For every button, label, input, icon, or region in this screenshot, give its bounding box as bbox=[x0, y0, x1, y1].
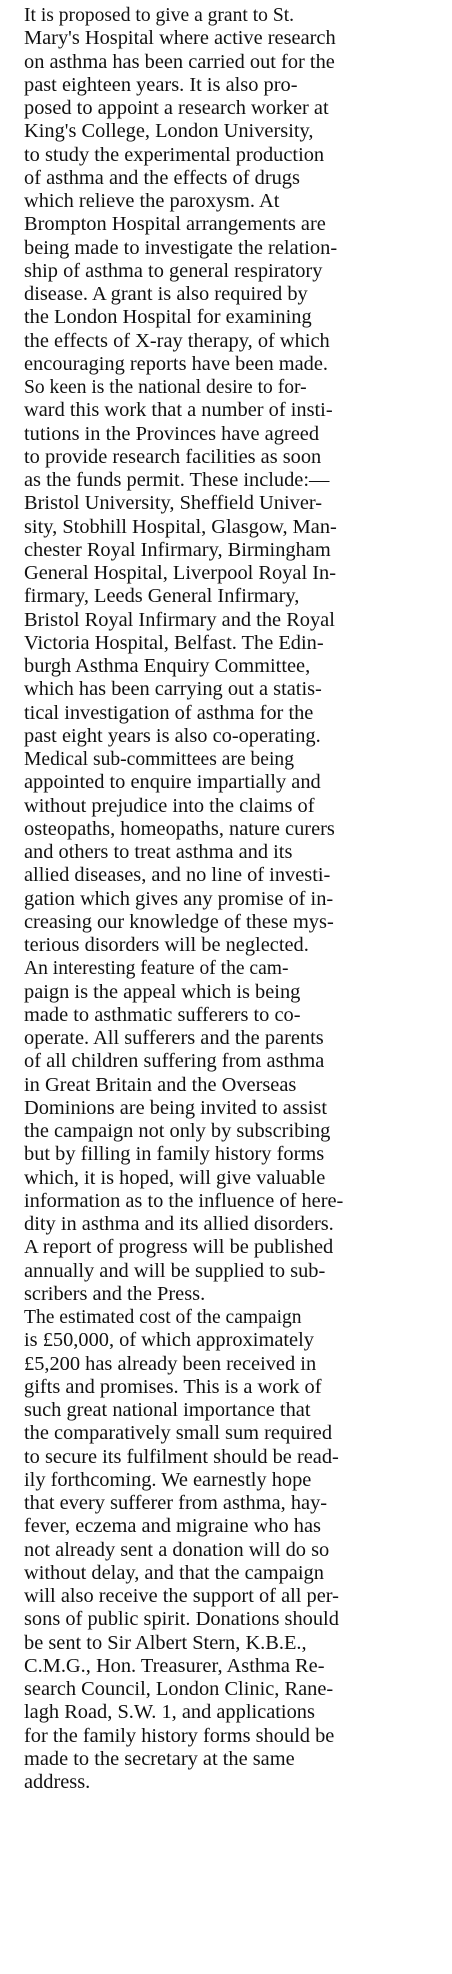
article-text-line: gation which gives any promise of in- bbox=[24, 887, 334, 910]
article-text-line: the effects of X-ray therapy, of which bbox=[24, 329, 330, 352]
article-text-line: firmary, Leeds General Infirmary, bbox=[24, 585, 300, 608]
article-text-line: to study the experimental production bbox=[24, 143, 325, 166]
article-text-line: Dominions are being invited to assist bbox=[24, 1096, 327, 1119]
article-paragraph bbox=[6, 1306, 446, 1794]
article-text-line: It is proposed to give a grant to St. bbox=[24, 5, 295, 26]
article-text-line: encouraging reports have been made. bbox=[24, 352, 329, 375]
newspaper-article-column bbox=[6, 4, 446, 1794]
article-text-line: scribers and the Press. bbox=[24, 1282, 206, 1305]
article-text-line: of asthma and the effects of drugs bbox=[24, 166, 300, 189]
article-text-line: General Hospital, Liverpool Royal In- bbox=[24, 562, 337, 584]
article-text-line: dity in asthma and its allied disorders. bbox=[24, 1213, 334, 1235]
article-text-line: which relieve the paroxysm. At bbox=[24, 190, 280, 212]
article-text-line: ward this work that a number of insti- bbox=[24, 399, 333, 422]
article-text-line: be sent to Sir Albert Stern, K.B.E., bbox=[24, 1631, 307, 1654]
article-text-line: creasing our knowledge of these mys- bbox=[24, 910, 334, 933]
article-text-line: sons of public spirit. Donations should bbox=[24, 1608, 339, 1631]
article-text-line: So keen is the national desire to for- bbox=[24, 377, 307, 398]
article-text-line: Victoria Hospital, Belfast. The Edin- bbox=[24, 631, 324, 654]
article-text-line: appointed to enquire impartially and bbox=[24, 771, 321, 794]
article-text-line: made to the secretary at the same bbox=[24, 1747, 295, 1770]
article-text-line: information as to the influence of here- bbox=[24, 1189, 344, 1212]
article-text-line: An interesting feature of the cam- bbox=[24, 958, 289, 980]
article-text-line: to secure its fulfilment should be read- bbox=[24, 1445, 339, 1468]
article-text-line: will also receive the support of all per- bbox=[24, 1585, 339, 1607]
article-text-line: to provide research facilities as soon bbox=[24, 445, 322, 468]
article-text-line: King's College, London University, bbox=[24, 120, 314, 143]
article-text-line: past eighteen years. It is also pro- bbox=[24, 73, 298, 96]
article-text-line: is £50,000, of which approximately bbox=[24, 1329, 314, 1352]
article-paragraph bbox=[6, 376, 446, 748]
article-text-line: but by filling in family history forms bbox=[24, 1143, 325, 1166]
article-text-line: Bristol Royal Infirmary and the Royal bbox=[24, 608, 335, 631]
article-text-line: without prejudice into the claims of bbox=[24, 794, 315, 817]
article-text-line: £5,200 has already been received in bbox=[24, 1352, 317, 1375]
article-text-line: the comparatively small sum required bbox=[24, 1422, 333, 1445]
article-text-line: osteopaths, homeopaths, nature curers bbox=[24, 817, 335, 840]
article-text-line: Bristol University, Sheffield Univer- bbox=[24, 492, 323, 515]
article-text-line: lagh Road, S.W. 1, and applications bbox=[24, 1701, 315, 1724]
article-text-line: operate. All sufferers and the parents bbox=[24, 1027, 324, 1049]
article-text-line: that every sufferer from asthma, hay- bbox=[24, 1492, 328, 1514]
article-text-line: tutions in the Provinces have agreed bbox=[24, 422, 320, 445]
article-text-line: C.M.G., Hon. Treasurer, Asthma Re- bbox=[24, 1654, 325, 1677]
article-text-line: allied diseases, and no line of investi- bbox=[24, 864, 331, 887]
article-text-line: Medical sub-committees are being bbox=[24, 749, 294, 770]
article-text-line: such great national importance that bbox=[24, 1399, 311, 1421]
article-text-line: The estimated cost of the campaign bbox=[24, 1307, 302, 1328]
article-text-line: fever, eczema and migraine who has bbox=[24, 1515, 321, 1538]
article-text-line: and others to treat asthma and its bbox=[24, 841, 293, 863]
article-text-line: the campaign not only by subscribing bbox=[24, 1120, 331, 1142]
article-text-line: chester Royal Infirmary, Birmingham bbox=[24, 538, 331, 561]
article-text-line: ily forthcoming. We earnestly hope bbox=[24, 1468, 312, 1491]
article-paragraph bbox=[6, 4, 446, 376]
article-text-line: made to asthmatic sufferers to co- bbox=[24, 1003, 301, 1026]
article-text-line: which has been carrying out a statis- bbox=[24, 678, 322, 701]
article-text-line: annually and will be supplied to sub- bbox=[24, 1259, 326, 1282]
article-text-line: sity, Stobhill Hospital, Glasgow, Man- bbox=[24, 515, 337, 538]
article-text-line: Mary's Hospital where active research bbox=[24, 27, 336, 50]
article-text-line: ship of asthma to general respiratory bbox=[24, 259, 323, 282]
article-text-line: being made to investigate the relation- bbox=[24, 236, 338, 259]
article-text-line: without delay, and that the campaign bbox=[24, 1561, 324, 1584]
article-text-line: not already sent a donation will do so bbox=[24, 1538, 330, 1561]
article-text-line: Brompton Hospital arrangements are bbox=[24, 213, 326, 236]
article-paragraph bbox=[6, 748, 446, 957]
article-text-line: past eight years is also co-operating. bbox=[24, 724, 321, 747]
article-text-line: for the family history forms should be bbox=[24, 1724, 335, 1747]
article-text-line: paign is the appeal which is being bbox=[24, 980, 301, 1003]
article-text-line: in Great Britain and the Overseas bbox=[24, 1073, 297, 1096]
article-text-line: gifts and promises. This is a work of bbox=[24, 1375, 322, 1398]
article-text-line: search Council, London Clinic, Rane- bbox=[24, 1678, 334, 1700]
article-text-line: A report of progress will be published bbox=[24, 1236, 334, 1259]
article-text-line: of all children suffering from asthma bbox=[24, 1050, 325, 1073]
article-text-line: tical investigation of asthma for the bbox=[24, 701, 314, 724]
article-text-line: terious disorders will be neglected. bbox=[24, 934, 309, 956]
article-text-line: which, it is hoped, will give valuable bbox=[24, 1166, 326, 1189]
article-text-line: address. bbox=[24, 1771, 91, 1793]
article-text-line: the London Hospital for examining bbox=[24, 306, 312, 329]
article-text-line: posed to appoint a research worker at bbox=[24, 97, 329, 119]
article-paragraph bbox=[6, 957, 446, 1306]
article-text-line: burgh Asthma Enquiry Committee, bbox=[24, 655, 311, 677]
article-text-line: disease. A grant is also required by bbox=[24, 283, 308, 305]
article-text-line: as the funds permit. These include:— bbox=[24, 469, 330, 491]
article-text-line: on asthma has been carried out for the bbox=[24, 50, 335, 73]
